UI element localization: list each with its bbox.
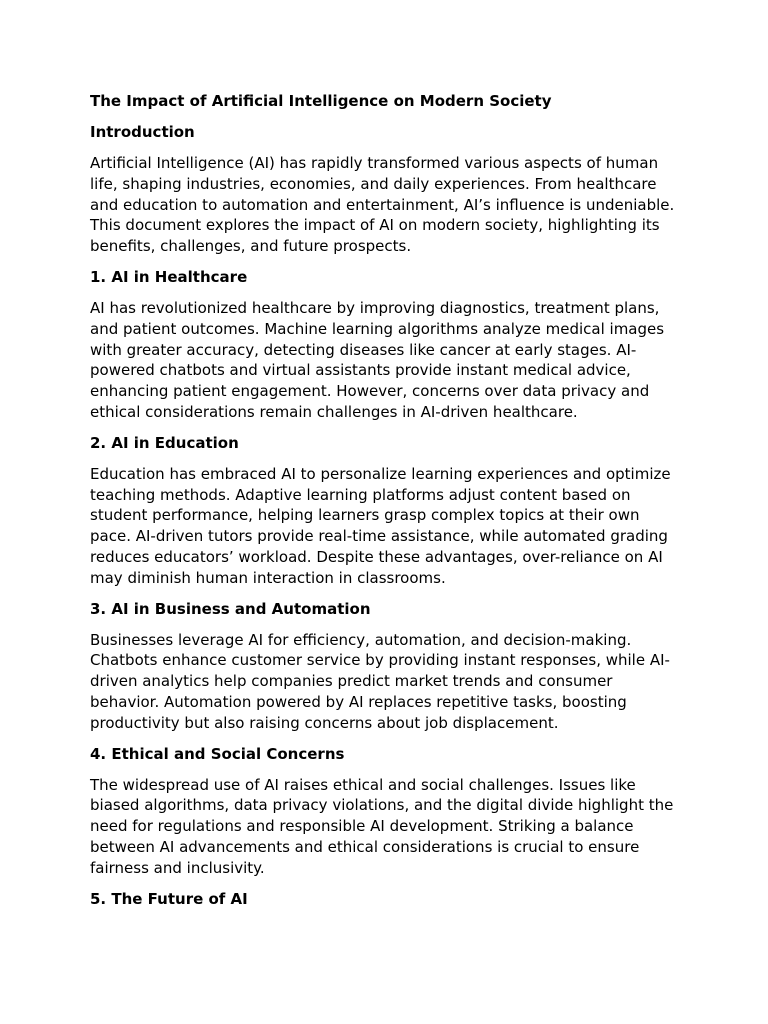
document-title: The Impact of Artificial Intelligence on Modern Society <box>90 92 552 110</box>
section-body-introduction: Artificial Intelligence (AI) has rapidly transformed various aspects of human life, shaping industries, economies, and daily experiences. From healthcare and education to automation and entertainment, AI’s influence is undeniable. This document explores the impact of AI on modern society, highlighting its benefits, challenges, and future prospects. <box>90 154 675 256</box>
section-heading-introduction: Introduction <box>90 123 195 141</box>
section-body-education: Education has embraced AI to personalize learning experiences and optimize teaching methods. Adaptive learning platforms adjust content based on student performance, helping learners grasp complex topics at their own pace. AI-driven tutors provide real-time assistance, while automated grading reduces educators’ workload. Despite these advantages, over-reliance on AI may diminish human interaction in classrooms. <box>90 464 671 587</box>
section-heading-business: 3. AI in Business and Automation <box>90 599 371 618</box>
section-heading-future: 5. The Future of AI <box>90 889 248 908</box>
section-body-healthcare: AI has revolutionized healthcare by improving diagnostics, treatment plans, and patient outcomes. Machine learning algorithms analyze medical images with greater accuracy, detecting diseases like cancer at early stages. AI-powered chatbots and virtual assistants provide instant medical advice, enhancing patient engagement. However, concerns over data privacy and ethical considerations remain challenges in AI-driven healthcare. <box>90 298 665 421</box>
section-heading-education: 2. AI in Education <box>90 433 239 452</box>
section-heading-ethics: 4. Ethical and Social Concerns <box>90 744 345 763</box>
document-content <box>90 91 682 920</box>
section-body-ethics: The widespread use of AI raises ethical and social challenges. Issues like biased algorithms, data privacy violations, and the digital divide highlight the need for regulations and responsible AI development. Striking a balance between AI advancements and ethical considerations is crucial to ensure fairness and inclusivity. <box>90 775 674 877</box>
section-heading-healthcare: 1. AI in Healthcare <box>90 267 248 286</box>
section-body-business: Businesses leverage AI for efficiency, automation, and decision-making. Chatbots enhance customer service by providing instant responses, while AI-driven analytics help companies predict market trends and consumer behavior. Automation powered by AI replaces repetitive tasks, boosting productivity but also raising concerns about job displacement. <box>90 630 670 732</box>
